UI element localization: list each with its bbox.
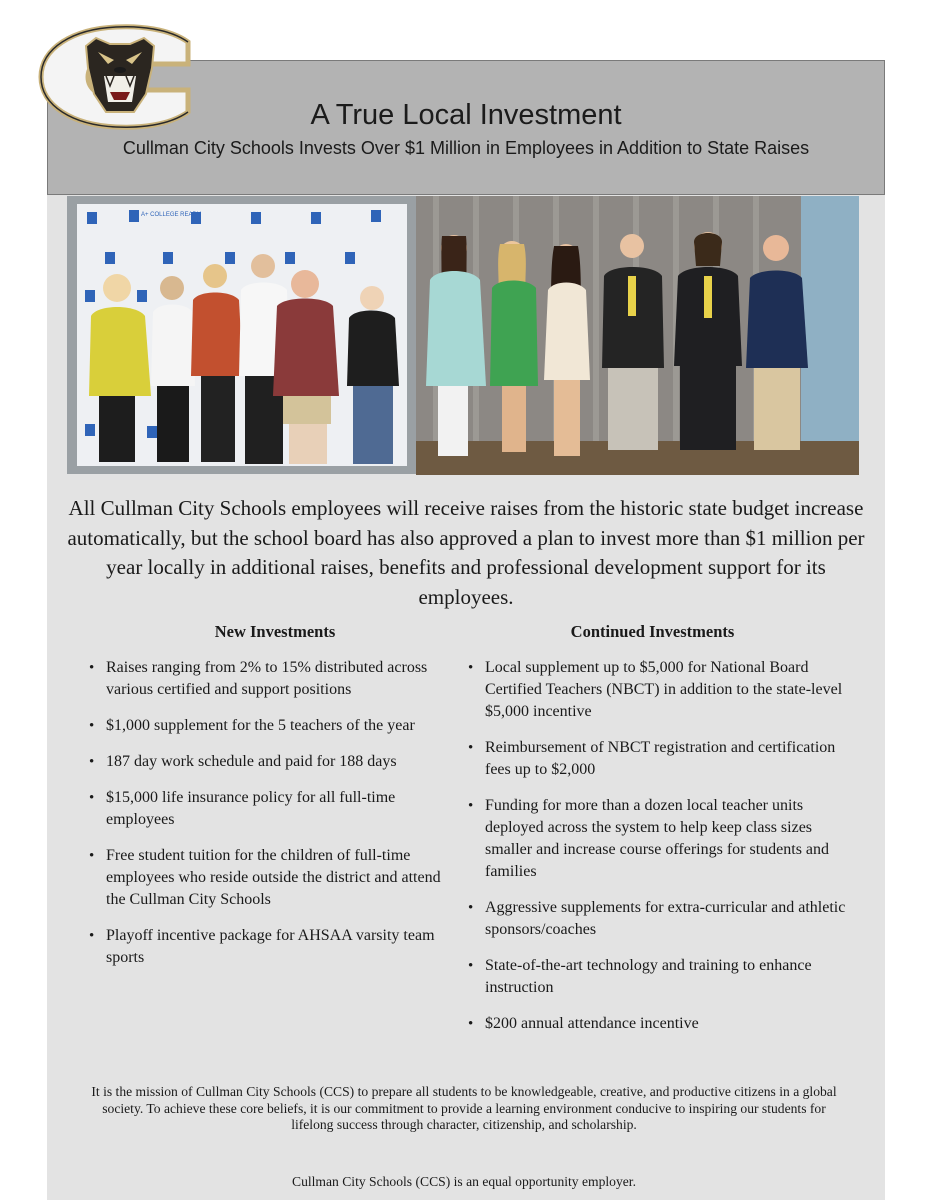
cullman-bearcats-logo <box>38 24 206 130</box>
list-item: • Free student tuition for the children of full-time employees who reside outside the district and attend the Cullman City Schools <box>89 845 461 911</box>
list-item: • $1,000 supplement for the 5 teachers of the year <box>89 715 461 737</box>
backdrop-text: A+ COLLEGE READY <box>141 212 201 218</box>
page-title: A True Local Investment <box>310 99 622 131</box>
page-subtitle: Cullman City Schools Invests Over $1 Million in Employees in Addition to State Raises <box>122 138 810 158</box>
continued-investments-heading: Continued Investments <box>570 622 735 641</box>
list-item: • Aggressive supplements for extra-curricular and athletic sponsors/coaches <box>468 897 848 941</box>
new-investments-list <box>89 657 461 983</box>
list-item: • 187 day work schedule and paid for 188 days <box>89 751 461 773</box>
staff-group-photo-right <box>416 196 859 475</box>
new-investments-heading: New Investments <box>214 622 336 641</box>
list-item: • Playoff incentive package for AHSAA varsity team sports <box>89 925 461 969</box>
list-item: • $15,000 life insurance policy for all full-time employees <box>89 787 461 831</box>
list-item: • Local supplement up to $5,000 for National Board Certified Teachers (NBCT) in addition to the state-level $5,000 incentive <box>468 657 848 723</box>
equal-opportunity-statement: Cullman City Schools (CCS) is an equal opportunity employer. <box>292 1174 636 1189</box>
intro-paragraph: All Cullman City Schools employees will receive raises from the historic state budget increase automatically, but the school board has also approved a plan to invest more than $1 million per year locally in additional raises, benefits and professional development support for its employees. <box>67 496 865 609</box>
list-item: • Reimbursement of NBCT registration and certification fees up to $2,000 <box>468 737 848 781</box>
staff-group-photo-left <box>67 196 416 474</box>
list-item: • $200 annual attendance incentive <box>468 1013 848 1035</box>
list-item: • State-of-the-art technology and training to enhance instruction <box>468 955 848 999</box>
mission-statement: It is the mission of Cullman City Schools (CCS) to prepare all students to be knowledgeable, creative, and productive citizens in a global society. To achieve these core beliefs, it is our commitment to provide a learning environment conducive to inspiring our students for lifelong success through character, citizenship, and scholarship. <box>91 1084 837 1132</box>
list-item: • Raises ranging from 2% to 15% distributed across various certified and support positions <box>89 657 461 701</box>
continued-investments-list <box>468 657 848 1049</box>
list-item: • Funding for more than a dozen local teacher units deployed across the system to help keep class sizes smaller and increase course offerings for students and families <box>468 795 848 883</box>
